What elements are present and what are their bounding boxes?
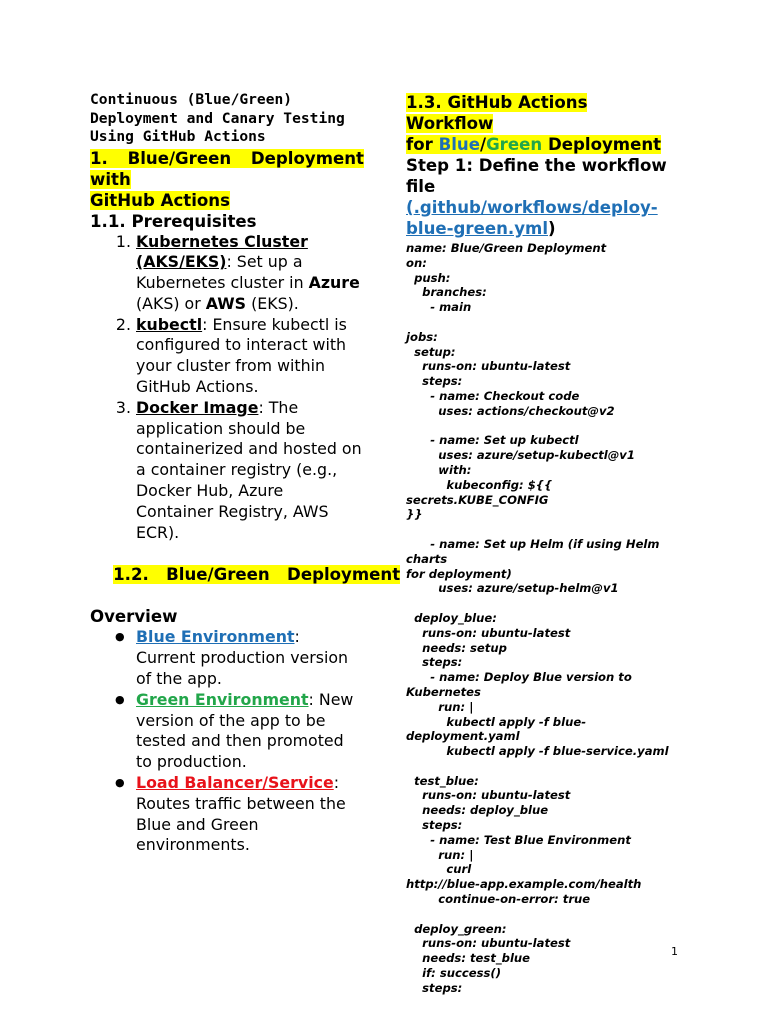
list-item: ● Blue Environment: Current production version of the app. [115,627,349,689]
section-1-heading: 1. Blue/Green Deployment with [90,148,364,189]
overview-heading-line2: Overview [90,607,178,627]
document-title: Continuous (Blue/Green) Deployment and Canary Testing Using GitHub Actions [90,91,345,145]
list-item: ● Green Environment: New version of the app to be tested and then promoted to production. [115,689,354,772]
overview-heading: 1.2. Blue/Green Deployment [113,565,401,585]
workflow-code-block: name: Blue/Green Deployment on: push: branches: - main jobs: setup: runs-on: ubuntu-latest steps: - name: Checkout code uses: actions/checkout@v2 - name: Set up kubectl uses: azure/setup-kubectl@v1 with: kubeconfig: ${{ secrets.KUBE_CONFIG }} - name: Set up Helm (if using Helm charts for deployment) uses: azure/setup-helm@v1 deploy_blue: runs-on: ubuntu-latest needs: setup steps: - name: Deploy Blue version to Kubernetes run: | kubectl apply -f blue-deployment.yaml kubectl apply -f blue-service.yaml test_blue: runs-on: ubuntu-latest needs: deploy_blue steps: - name: Test Blue Environment run: | curl http://blue-app.example.com/health continue-on-error: true deploy_green: runs-on: ubuntu-latest needs: test_blue if: success() steps: [406,241,669,995]
prerequisites-list [90,232,364,544]
right-column [406,92,678,996]
list-item: 3. Docker Image: The application should be containerized and hosted on a container registry (e.g., Docker Hub, Azure Container Registry, AWS ECR). [136,398,364,544]
list-item: 1. Kubernetes Cluster (AKS/EKS): Set up a Kubernetes cluster in Azure (AKS) or AWS (EKS). [136,232,364,315]
list-item: 2. kubectl: Ensure kubectl is configured to interact with your cluster from within GitHub Actions. [136,315,364,398]
page-number: 1 [671,945,678,958]
bullet-icon: ● [115,692,125,706]
left-column [90,91,401,856]
list-item: ● Load Balancer/Service: Routes traffic between the Blue and Green environments. [115,773,346,855]
bullet-icon: ● [115,630,125,644]
environments-list [90,627,364,856]
bullet-icon: ● [115,776,125,790]
workflow-file-link[interactable]: (.github/workflows/deploy-blue-green.yml [406,198,658,238]
workflow-heading: 1.3. GitHub Actions Workflow for Blue/Green Deployment [406,93,662,154]
prerequisites-heading: 1.1. Prerequisites [90,211,257,231]
section-1-heading-line2: GitHub Actions [90,190,230,210]
step-1-heading: Step 1: Define the workflow file (.github/workflows/deploy-blue-green.yml) [406,156,667,238]
